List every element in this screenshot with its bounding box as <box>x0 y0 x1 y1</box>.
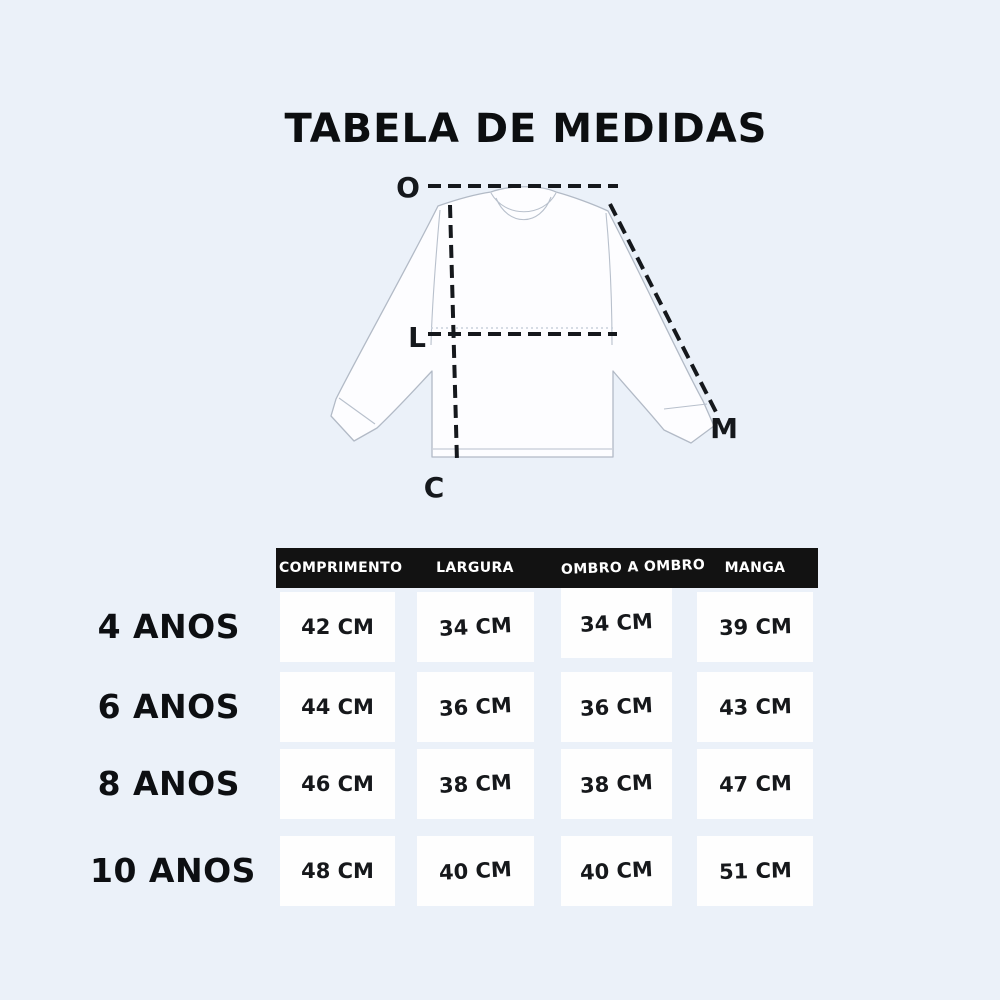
cell-value: 47 CM <box>718 771 792 797</box>
measurement-cell <box>561 672 672 742</box>
measurement-cell <box>697 672 813 742</box>
cell-value: 38 CM <box>438 770 513 798</box>
measurement-cell <box>280 592 395 662</box>
cell-value: 36 CM <box>579 693 654 721</box>
row-label-10-anos: 10 ANOS <box>90 851 256 890</box>
sleeve-label-m: M <box>710 412 738 445</box>
cell-value: 39 CM <box>718 614 792 640</box>
row-label-4-anos: 4 ANOS <box>97 607 240 646</box>
measurement-cell <box>417 592 534 662</box>
cell-value: 44 CM <box>301 695 374 719</box>
measurement-cell <box>280 672 395 742</box>
row-label-8-anos: 8 ANOS <box>97 764 240 803</box>
cell-value: 40 CM <box>579 857 654 885</box>
cell-value: 46 CM <box>301 772 374 796</box>
column-header-largura: LARGURA <box>436 560 514 576</box>
table-header <box>276 548 818 588</box>
cell-value: 42 CM <box>301 615 374 639</box>
measurement-cell <box>417 836 534 906</box>
shoulder-label-o: O <box>396 171 420 204</box>
measurement-cell <box>561 588 672 658</box>
cell-value: 51 CM <box>718 858 792 884</box>
column-header-comprimento: COMPRIMENTO <box>279 560 403 576</box>
column-header-ombro-a-ombro: OMBRO A OMBRO <box>560 556 706 578</box>
length-label-c: C <box>423 471 445 504</box>
measurement-cell <box>697 836 813 906</box>
measurement-cell <box>417 672 534 742</box>
table-row <box>0 592 1000 662</box>
measurement-cell <box>417 749 534 819</box>
measurement-cell <box>561 749 672 819</box>
measurement-cell <box>697 749 813 819</box>
measurement-cell <box>280 836 395 906</box>
table-row <box>0 672 1000 742</box>
row-label-6-anos: 6 ANOS <box>97 687 240 726</box>
page-title: TABELA DE MEDIDAS <box>284 106 768 152</box>
cell-value: 34 CM <box>438 613 513 641</box>
column-header-manga: MANGA <box>724 560 786 576</box>
shirt-illustration <box>331 187 714 457</box>
width-label-l: L <box>408 321 426 354</box>
cell-value: 34 CM <box>579 609 654 637</box>
cell-value: 48 CM <box>301 859 374 883</box>
table-row <box>0 749 1000 819</box>
cell-value: 43 CM <box>718 694 792 720</box>
table-row <box>0 836 1000 906</box>
measurement-cell <box>697 592 813 662</box>
measurement-cell <box>280 749 395 819</box>
cell-value: 36 CM <box>438 693 513 721</box>
cell-value: 38 CM <box>579 770 654 798</box>
cell-value: 40 CM <box>438 857 513 885</box>
measurement-cell <box>561 836 672 906</box>
